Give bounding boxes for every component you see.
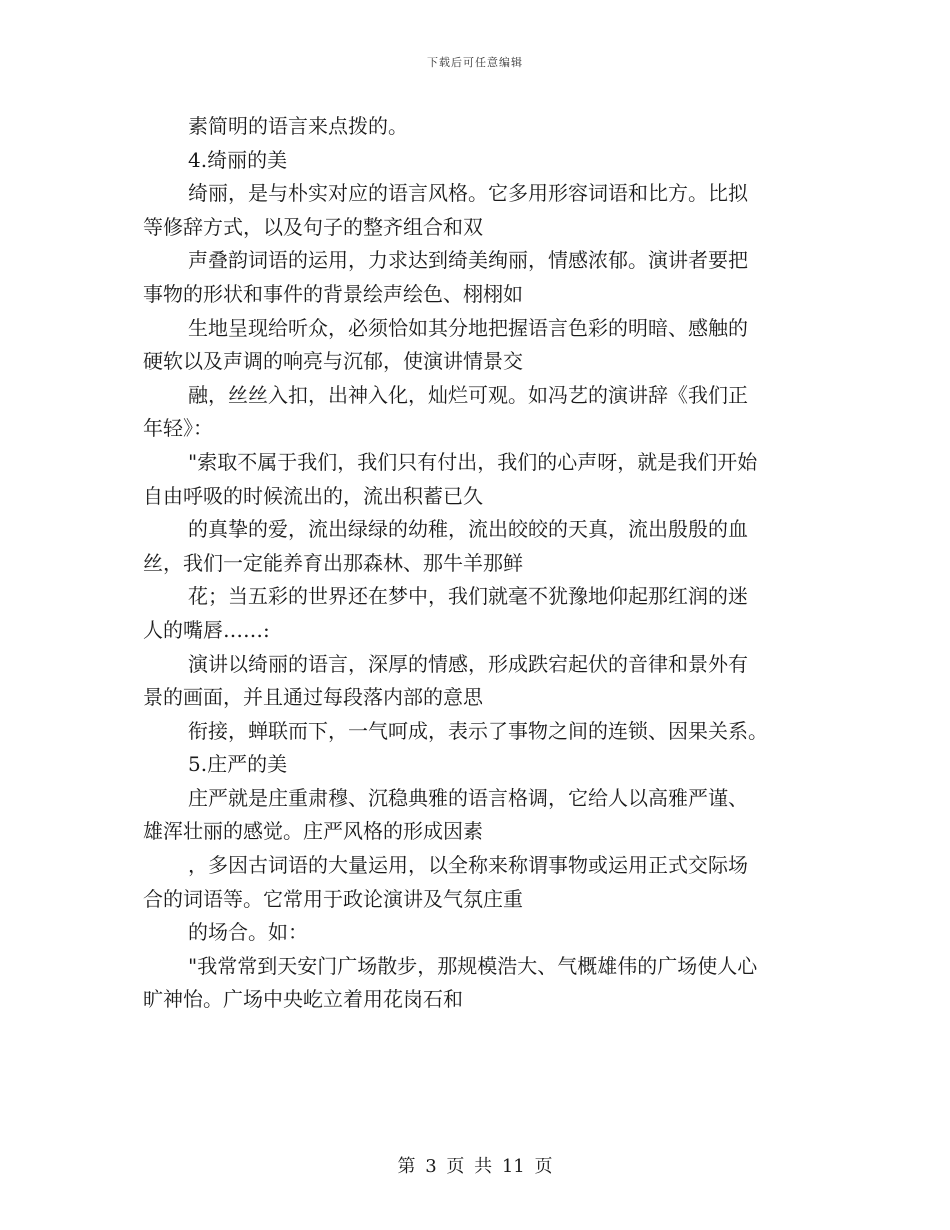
text-line: "我常常到天安门广场散步，那规模浩大、气概雄伟的广场使人心 (188, 953, 758, 978)
text-line: ，多因古词语的大量运用，以全称来称谓事物或运用正式交际场 (188, 853, 748, 878)
text-line: 的场合。如： (188, 920, 308, 945)
text-line: 庄严就是庄重肃穆、沉稳典雅的语言格调，它给人以高雅严谨、 (188, 785, 748, 810)
text-line: 事物的形状和事件的背景绘声绘色、栩栩如 (143, 281, 523, 306)
page-header: 下载后可任意编辑 (427, 56, 523, 69)
text-line: 旷神怡。广场中央屹立着用花岗石和 (143, 987, 463, 1012)
text-line: "索取不属于我们，我们只有付出，我们的心声呀，就是我们开始 (188, 449, 758, 474)
text-line: 合的词语等。它常用于政论演讲及气氛庄重 (143, 886, 523, 911)
text-line: 景的画面，并且通过每段落内部的意思 (143, 685, 483, 710)
text-line: 生地呈现给听众，必须恰如其分地把握语言色彩的明暗、感触的 (188, 315, 748, 340)
text-line: 素简明的语言来点拨的。 (188, 114, 408, 138)
text-line: 硬软以及声调的响亮与沉郁，使演讲情景交 (143, 349, 523, 374)
text-line: 5.庄严的美 (188, 752, 288, 777)
text-line: 融，丝丝入扣，出神入化，灿烂可观。如冯艺的演讲辞《我们正 (188, 382, 748, 407)
page-number-footer: 第 3 页 共 11 页 (397, 1156, 553, 1177)
text-line: 的真挚的爱，流出绿绿的幼稚，流出皎皎的天真，流出殷殷的血 (188, 517, 748, 542)
text-line: 声叠韵词语的运用，力求达到绮美绚丽，情感浓郁。演讲者要把 (188, 248, 748, 273)
text-line: 年轻》： (143, 416, 213, 441)
text-line: 雄浑壮丽的感觉。庄严风格的形成因素 (143, 819, 483, 844)
text-line: 人的嘴唇……: (143, 617, 270, 642)
text-line: 演讲以绮丽的语言，深厚的情感，形成跌宕起伏的音律和景外有 (188, 651, 748, 676)
document-body (143, 110, 813, 1017)
text-line: 4.绮丽的美 (188, 147, 288, 172)
text-line: 衔接，蝉联而下，一气呵成，表示了事物之间的连锁、因果关系。 (188, 718, 768, 743)
text-line: 丝，我们一定能养育出那森林、那牛羊那鲜 (143, 550, 523, 575)
text-line: 等修辞方式，以及句子的整齐组合和双 (143, 214, 483, 239)
text-line: 绮丽，是与朴实对应的语言风格。它多用形容词语和比方。比拟 (188, 181, 748, 206)
text-line: 花；当五彩的世界还在梦中，我们就毫不犹豫地仰起那红润的迷 (188, 584, 748, 609)
text-line: 自由呼吸的时候流出的，流出积蓄已久 (143, 483, 483, 508)
